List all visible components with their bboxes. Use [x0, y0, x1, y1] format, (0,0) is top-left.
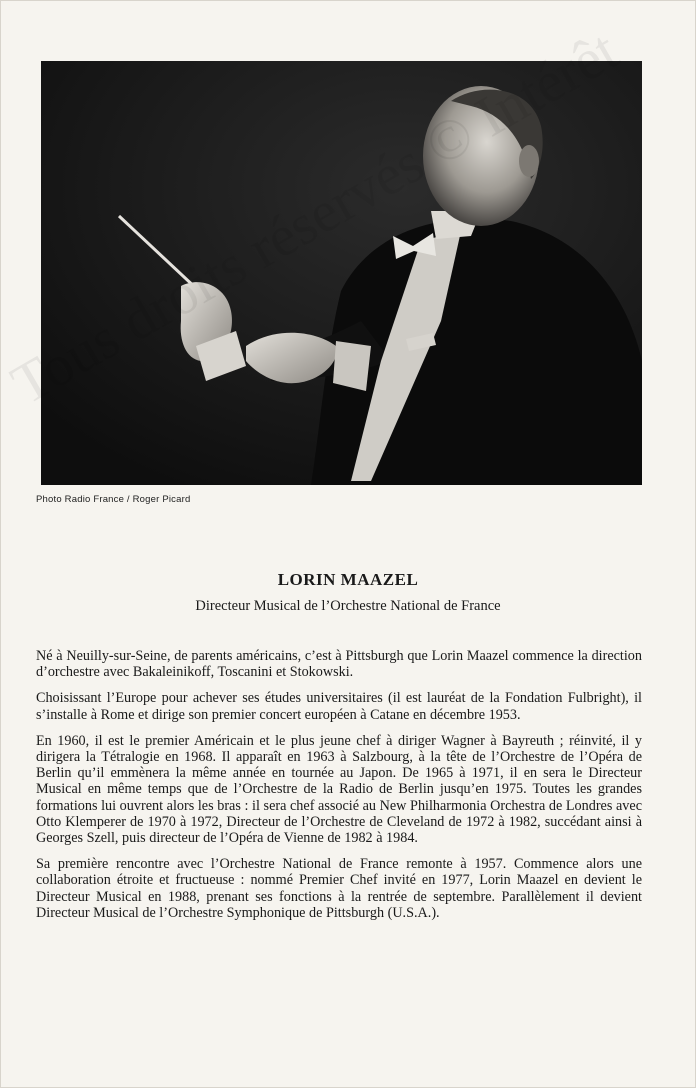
conductor-photo — [41, 61, 642, 485]
paragraph-3: En 1960, il est le premier Américain et le plus jeune chef à diriger Wagner à Bayreuth ; réinvité, il y dirigera la Tétralogie en 1968. Il apparaît en 1963 à Salzbourg, à la tête de l’Orchestre de l’Opéra de Berlin qu’il emmènera la même année en tournée au Japon. De 1965 à 1971, il en sera le Directeur Musical en même temps que de l’Orchestre de la Radio de Berlin jusqu’en 1975. Toutes les grandes formations lui ouvrent alors les bras : il sera chef associé au New Philharmonia Orchestra de Londres avec Otto Klemperer de 1970 à 1972, Directeur de l’Orchestre de Cleveland de 1972 à 1982, succédant ainsi à Georges Szell, puis directeur de l’Opéra de Vienne de 1982 à 1984. — [36, 732, 642, 847]
photo-credit: Photo Radio France / Roger Picard — [36, 494, 191, 505]
conductor-illustration — [41, 61, 642, 485]
paragraph-1: Né à Neuilly-sur-Seine, de parents américains, c’est à Pittsburgh que Lorin Maazel commence la direction d’orchestre avec Bakaleinikoff, Toscanini et Stokowski. — [36, 648, 642, 681]
article-body — [36, 648, 642, 931]
article-title: LORIN MAAZEL — [277, 570, 419, 589]
paragraph-4: Sa première rencontre avec l’Orchestre National de France remonte à 1957. Commence alors une collaboration étroite et fructueuse : nommé Premier Chef invité en 1977, Lorin Maazel en devient le Directeur Musical en 1988, prenant ses fonctions à la rentrée de septembre. Parallèlement il devient Directeur Musical de l’Orchestre Symphonique de Pittsburgh (U.S.A.). — [36, 856, 642, 921]
paragraph-2: Choisissant l’Europe pour achever ses études universitaires (il est lauréat de la Fondation Fulbright), il s’installe à Rome et dirige son premier concert européen à Catane en décembre 1953. — [36, 690, 642, 723]
article-subtitle: Directeur Musical de l’Orchestre National de France — [195, 598, 501, 614]
